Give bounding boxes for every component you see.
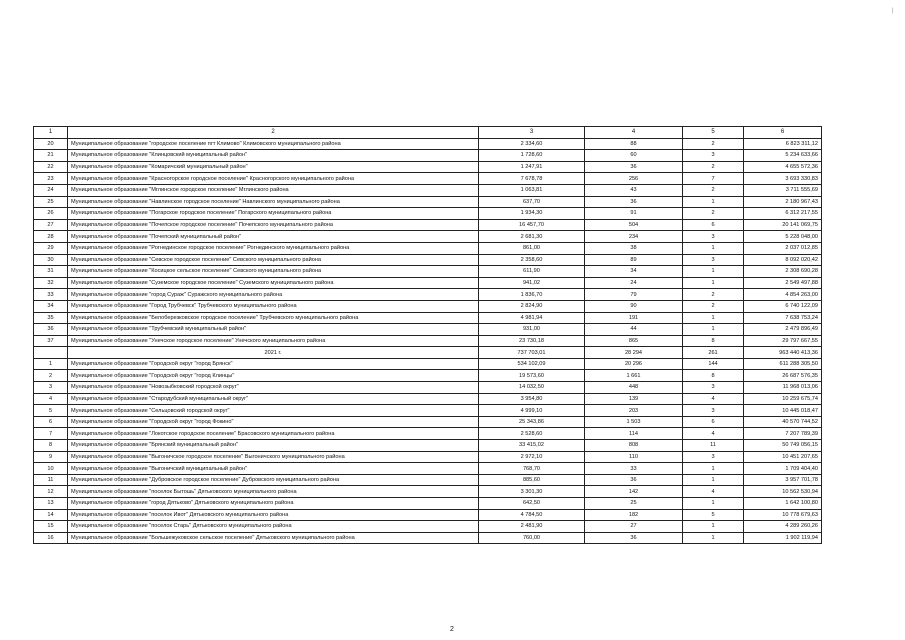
municipality-name-cell: Муниципальное образование "Новозыбковский городской округ" (68, 382, 479, 394)
amount-cell: 10 778 679,63 (744, 509, 822, 521)
row-number-cell: 12 (34, 486, 68, 498)
area-cell: 2 358,60 (479, 254, 585, 266)
row-number-cell: 29 (34, 242, 68, 254)
residents-cell: 27 (585, 521, 683, 533)
residents-cell: 234 (585, 231, 683, 243)
header-cell-5: 5 (683, 127, 744, 139)
residents-cell: 24 (585, 277, 683, 289)
table-row (34, 509, 822, 521)
data-table (33, 126, 822, 544)
amount-cell: 1 902 119,94 (744, 532, 822, 544)
buildings-cell: 2 (683, 138, 744, 150)
municipality-name-cell: Муниципальное образование "поселок Бытошь" Дятьковского муниципального района (68, 486, 479, 498)
amount-cell: 5 234 633,66 (744, 150, 822, 162)
municipality-name-cell: Муниципальное образование "Красногорское городское поселение" Красногорского муниципального района (68, 173, 479, 185)
area-cell: 861,00 (479, 242, 585, 254)
municipality-name-cell: Муниципальное образование "Большежуковское сельское поселение" Дятьковского муниципального района (68, 532, 479, 544)
municipality-name-cell: Муниципальное образование "город Дятьково" Дятьковского муниципального района (68, 498, 479, 510)
row-number-cell: 21 (34, 150, 68, 162)
buildings-cell: 4 (683, 486, 744, 498)
table-row (34, 161, 822, 173)
buildings-cell: 4 (683, 428, 744, 440)
buildings-cell: 4 (683, 393, 744, 405)
row-number-cell: 7 (34, 428, 68, 440)
amount-cell: 3 711 555,69 (744, 184, 822, 196)
municipality-name-cell: Муниципальное образование "Брянский муниципальный район" (68, 440, 479, 452)
residents-cell: 36 (585, 196, 683, 208)
table-row (34, 138, 822, 150)
amount-cell: 40 570 744,52 (744, 416, 822, 428)
amount-cell: 4 289 260,26 (744, 521, 822, 533)
amount-cell: 8 092 020,42 (744, 254, 822, 266)
area-cell: 931,00 (479, 324, 585, 336)
buildings-cell: 3 (683, 150, 744, 162)
area-cell: 2 334,60 (479, 138, 585, 150)
amount-cell: 6 312 217,55 (744, 208, 822, 220)
table-row (34, 532, 822, 544)
buildings-cell: 1 (683, 196, 744, 208)
residents-cell: 20 296 (585, 358, 683, 370)
table-row (34, 173, 822, 185)
table-row (34, 440, 822, 452)
municipality-name-cell: Муниципальное образование "Выгоничское городское поселение" Выгоничского муниципального района (68, 451, 479, 463)
area-cell: 760,00 (479, 532, 585, 544)
table-row (34, 405, 822, 417)
table-row (34, 300, 822, 312)
table-row (34, 289, 822, 301)
area-cell: 2 481,90 (479, 521, 585, 533)
residents-cell: 38 (585, 242, 683, 254)
area-cell: 3 301,30 (479, 486, 585, 498)
amount-cell: 963 440 413,36 (744, 347, 822, 359)
row-number-cell: 5 (34, 405, 68, 417)
buildings-cell: 3 (683, 405, 744, 417)
area-cell: 941,02 (479, 277, 585, 289)
municipality-name-cell: Муниципальное образование "Мглинское городское поселение" Мглинского района (68, 184, 479, 196)
municipality-name-cell: Муниципальное образование "Дубровское городское поселение" Дубровского муниципального района (68, 474, 479, 486)
table-row (34, 358, 822, 370)
amount-cell: 2 308 690,28 (744, 266, 822, 278)
table-row (34, 451, 822, 463)
buildings-cell: 1 (683, 277, 744, 289)
table-row (34, 196, 822, 208)
table-row (34, 498, 822, 510)
table-row (34, 184, 822, 196)
row-number-cell: 26 (34, 208, 68, 220)
header-cell-6: 6 (744, 127, 822, 139)
table-row (34, 463, 822, 475)
municipality-name-cell: Муниципальное образование "Клинцовский муниципальный район" (68, 150, 479, 162)
buildings-cell: 1 (683, 242, 744, 254)
amount-cell: 3 693 330,83 (744, 173, 822, 185)
amount-cell: 6 823 311,12 (744, 138, 822, 150)
area-cell: 885,60 (479, 474, 585, 486)
amount-cell: 611 288 305,50 (744, 358, 822, 370)
row-number-cell: 30 (34, 254, 68, 266)
area-cell: 1 247,91 (479, 161, 585, 173)
residents-cell: 114 (585, 428, 683, 440)
area-cell: 642,50 (479, 498, 585, 510)
area-cell: 637,70 (479, 196, 585, 208)
area-cell: 14 032,50 (479, 382, 585, 394)
table-row (34, 231, 822, 243)
buildings-cell: 2 (683, 161, 744, 173)
row-number-cell: 8 (34, 440, 68, 452)
residents-cell: 90 (585, 300, 683, 312)
buildings-cell: 6 (683, 416, 744, 428)
area-cell: 3 954,80 (479, 393, 585, 405)
area-cell: 2 681,30 (479, 231, 585, 243)
buildings-cell: 7 (683, 173, 744, 185)
amount-cell: 3 957 701,78 (744, 474, 822, 486)
amount-cell: 4 655 572,36 (744, 161, 822, 173)
municipality-name-cell: Муниципальное образование "Почепский муниципальный район" (68, 231, 479, 243)
area-cell: 768,70 (479, 463, 585, 475)
area-cell: 737 703,01 (479, 347, 585, 359)
row-number-cell: 32 (34, 277, 68, 289)
area-cell: 16 457,70 (479, 219, 585, 231)
table-row (34, 347, 822, 359)
amount-cell: 6 740 122,09 (744, 300, 822, 312)
buildings-cell: 2 (683, 184, 744, 196)
municipality-name-cell: Муниципальное образование "Рогнединское городское поселение" Рогнединского муниципального района (68, 242, 479, 254)
municipality-name-cell: Муниципальное образование "Трубчевский муниципальный район" (68, 324, 479, 336)
residents-cell: 36 (585, 532, 683, 544)
buildings-cell: 11 (683, 440, 744, 452)
table-row (34, 150, 822, 162)
row-number-cell: 6 (34, 416, 68, 428)
row-number-cell: 2 (34, 370, 68, 382)
residents-cell: 504 (585, 219, 683, 231)
municipality-name-cell: Муниципальное образование "Город Трубчевск" Трубчевского муниципального района (68, 300, 479, 312)
municipality-name-cell: Муниципальное образование "Суземское городское поселение" Суземского муниципального района (68, 277, 479, 289)
area-cell: 19 573,60 (479, 370, 585, 382)
row-number-cell: 9 (34, 451, 68, 463)
buildings-cell: 1 (683, 324, 744, 336)
area-cell: 1 836,70 (479, 289, 585, 301)
residents-cell: 44 (585, 324, 683, 336)
area-cell: 4 981,94 (479, 312, 585, 324)
header-cell-3: 3 (479, 127, 585, 139)
amount-cell: 10 562 530,94 (744, 486, 822, 498)
residents-cell: 88 (585, 138, 683, 150)
row-number-cell: 14 (34, 509, 68, 521)
row-number-cell: 15 (34, 521, 68, 533)
amount-cell: 4 854 263,00 (744, 289, 822, 301)
municipality-name-cell: Муниципальное образование "Городской округ "город Клинцы" (68, 370, 479, 382)
amount-cell: 1 642 100,80 (744, 498, 822, 510)
amount-cell: 5 228 048,00 (744, 231, 822, 243)
municipality-name-cell: Муниципальное образование "Погарское городское поселение" Погарского муниципального района (68, 208, 479, 220)
buildings-cell: 1 (683, 312, 744, 324)
row-number-cell (34, 347, 68, 359)
municipality-name-cell: Муниципальное образование "Стародубский муниципальный округ" (68, 393, 479, 405)
municipality-name-cell: Муниципальное образование "город Сураж" Суражского муниципального района (68, 289, 479, 301)
municipality-name-cell: Муниципальное образование "поселок Ивот" Дятьковского муниципального района (68, 509, 479, 521)
area-cell: 611,90 (479, 266, 585, 278)
buildings-cell: 144 (683, 358, 744, 370)
residents-cell: 28 294 (585, 347, 683, 359)
buildings-cell: 5 (683, 509, 744, 521)
row-number-cell: 37 (34, 335, 68, 347)
municipality-name-cell: Муниципальное образование "Почепское городское поселение" Почепского муниципального района (68, 219, 479, 231)
residents-cell: 36 (585, 161, 683, 173)
table-row (34, 312, 822, 324)
residents-cell: 1 661 (585, 370, 683, 382)
row-number-cell: 13 (34, 498, 68, 510)
header-cell-2: 2 (68, 127, 479, 139)
municipality-name-cell: Муниципальное образование "Сельцовский городской округ" (68, 405, 479, 417)
table-header-row (34, 127, 822, 139)
area-cell: 2 972,10 (479, 451, 585, 463)
buildings-cell: 1 (683, 463, 744, 475)
municipality-name-cell: Муниципальное образование "Комаричский муниципальный район" (68, 161, 479, 173)
row-number-cell: 34 (34, 300, 68, 312)
buildings-cell: 2 (683, 289, 744, 301)
row-number-cell: 31 (34, 266, 68, 278)
buildings-cell: 6 (683, 219, 744, 231)
amount-cell: 50 749 056,15 (744, 440, 822, 452)
row-number-cell: 33 (34, 289, 68, 301)
amount-cell: 2 549 497,88 (744, 277, 822, 289)
residents-cell: 36 (585, 474, 683, 486)
residents-cell: 34 (585, 266, 683, 278)
amount-cell: 10 451 207,65 (744, 451, 822, 463)
municipality-name-cell: Муниципальное образование "Локотское городское поселение" Брасовского муниципального района (68, 428, 479, 440)
row-number-cell: 35 (34, 312, 68, 324)
row-number-cell: 10 (34, 463, 68, 475)
residents-cell: 865 (585, 335, 683, 347)
buildings-cell: 3 (683, 231, 744, 243)
area-cell: 23 730,18 (479, 335, 585, 347)
buildings-cell: 3 (683, 254, 744, 266)
buildings-cell: 8 (683, 335, 744, 347)
municipality-name-cell: Муниципальное образование "поселок Старь" Дятьковского муниципального района (68, 521, 479, 533)
area-cell: 1 728,60 (479, 150, 585, 162)
row-number-cell: 11 (34, 474, 68, 486)
amount-cell: 2 180 967,43 (744, 196, 822, 208)
amount-cell: 2 479 896,49 (744, 324, 822, 336)
row-number-cell: 23 (34, 173, 68, 185)
municipality-name-cell: Муниципальное образование "Косицкое сельское поселение" Севского муниципального района (68, 266, 479, 278)
municipality-name-cell: Муниципальное образование "Белоберезковское городское поселение" Трубчевского муниципального района (68, 312, 479, 324)
row-number-cell: 22 (34, 161, 68, 173)
area-cell: 2 824,90 (479, 300, 585, 312)
table-row (34, 416, 822, 428)
table-row (34, 208, 822, 220)
amount-cell: 26 687 576,35 (744, 370, 822, 382)
table-row (34, 266, 822, 278)
header-cell-4: 4 (585, 127, 683, 139)
residents-cell: 43 (585, 184, 683, 196)
area-cell: 7 678,78 (479, 173, 585, 185)
table-row (34, 277, 822, 289)
amount-cell: 11 968 013,06 (744, 382, 822, 394)
buildings-cell: 1 (683, 532, 744, 544)
residents-cell: 110 (585, 451, 683, 463)
page-number: 2 (450, 626, 454, 633)
residents-cell: 203 (585, 405, 683, 417)
municipality-name-cell: Муниципальное образование "Унечское городское поселение" Унечского муниципального района (68, 335, 479, 347)
table-body (34, 127, 822, 544)
residents-cell: 256 (585, 173, 683, 185)
buildings-cell: 1 (683, 521, 744, 533)
table-row (34, 324, 822, 336)
header-cell-1: 1 (34, 127, 68, 139)
amount-cell: 7 638 753,24 (744, 312, 822, 324)
buildings-cell: 2 (683, 208, 744, 220)
area-cell: 1 063,81 (479, 184, 585, 196)
residents-cell: 79 (585, 289, 683, 301)
buildings-cell: 1 (683, 498, 744, 510)
municipality-name-cell: Муниципальное образование "Городской округ "город Брянск" (68, 358, 479, 370)
table-row (34, 242, 822, 254)
row-number-cell: 4 (34, 393, 68, 405)
residents-cell: 139 (585, 393, 683, 405)
amount-cell: 7 207 789,39 (744, 428, 822, 440)
area-cell: 534 102,09 (479, 358, 585, 370)
municipality-name-cell: 2021 г. (68, 347, 479, 359)
area-cell: 2 528,60 (479, 428, 585, 440)
row-number-cell: 27 (34, 219, 68, 231)
municipality-name-cell: Муниципальное образование "Городской округ "город Фокино" (68, 416, 479, 428)
table-row (34, 486, 822, 498)
municipality-name-cell: Муниципальное образование "Выгоничский муниципальный район" (68, 463, 479, 475)
residents-cell: 808 (585, 440, 683, 452)
table-row (34, 219, 822, 231)
table-row (34, 254, 822, 266)
residents-cell: 89 (585, 254, 683, 266)
residents-cell: 191 (585, 312, 683, 324)
area-cell: 4 784,50 (479, 509, 585, 521)
residents-cell: 1 503 (585, 416, 683, 428)
amount-cell: 10 445 018,47 (744, 405, 822, 417)
area-cell: 4 999,10 (479, 405, 585, 417)
row-number-cell: 3 (34, 382, 68, 394)
amount-cell: 1 709 404,40 (744, 463, 822, 475)
row-number-cell: 25 (34, 196, 68, 208)
table-row (34, 382, 822, 394)
table-row (34, 474, 822, 486)
residents-cell: 25 (585, 498, 683, 510)
municipality-name-cell: Муниципальное образование "городское поселение пгт Климово" Климовского муниципального района (68, 138, 479, 150)
residents-cell: 60 (585, 150, 683, 162)
amount-cell: 20 141 069,75 (744, 219, 822, 231)
amount-cell: 2 037 012,85 (744, 242, 822, 254)
residents-cell: 142 (585, 486, 683, 498)
buildings-cell: 1 (683, 266, 744, 278)
scan-mark: | (892, 8, 894, 14)
area-cell: 33 415,02 (479, 440, 585, 452)
row-number-cell: 20 (34, 138, 68, 150)
municipality-name-cell: Муниципальное образование "Севское городское поселение" Севского муниципального района (68, 254, 479, 266)
amount-cell: 29 797 667,55 (744, 335, 822, 347)
buildings-cell: 3 (683, 382, 744, 394)
buildings-cell: 261 (683, 347, 744, 359)
table-row (34, 370, 822, 382)
residents-cell: 33 (585, 463, 683, 475)
amount-cell: 10 259 675,74 (744, 393, 822, 405)
row-number-cell: 36 (34, 324, 68, 336)
buildings-cell: 8 (683, 370, 744, 382)
buildings-cell: 1 (683, 474, 744, 486)
buildings-cell: 2 (683, 300, 744, 312)
row-number-cell: 24 (34, 184, 68, 196)
table-row (34, 335, 822, 347)
residents-cell: 91 (585, 208, 683, 220)
table-row (34, 393, 822, 405)
table-row (34, 521, 822, 533)
table-row (34, 428, 822, 440)
residents-cell: 182 (585, 509, 683, 521)
municipality-name-cell: Муниципальное образование "Навлинское городское поселение" Навлинского муниципального района (68, 196, 479, 208)
row-number-cell: 28 (34, 231, 68, 243)
area-cell: 25 343,86 (479, 416, 585, 428)
residents-cell: 448 (585, 382, 683, 394)
area-cell: 1 934,30 (479, 208, 585, 220)
row-number-cell: 16 (34, 532, 68, 544)
buildings-cell: 3 (683, 451, 744, 463)
row-number-cell: 1 (34, 358, 68, 370)
